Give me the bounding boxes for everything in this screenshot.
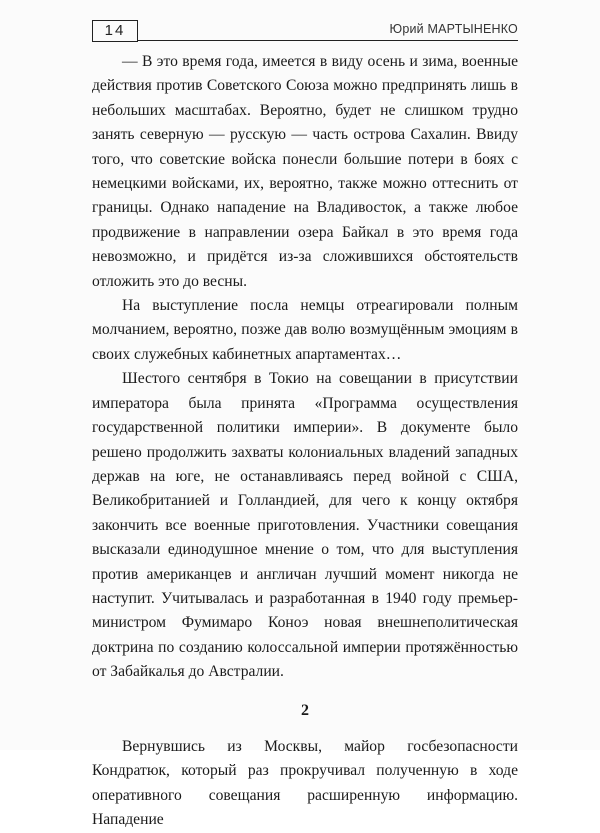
paragraph-ambassador-speech: — В это время года, имеется в виду осень и зима, военные действия против Советского Союза можно предпринять лишь в небольших масштабах. Вероятно, будет не слишком трудно занять северную — русскую — часть острова Сахалин. Ввиду того, что советские войска понесли большие потери в боях с немецкими войсками, их, вероятно, также можно оттеснить от границы. Однако нападение на Владивосток, а также любое продвижение в направлении озера Байкал в это время года невозможно, и придётся из-за сложившихся обстоятельств отложить это до весны. [92,53,518,290]
page-number: 14 [92,20,138,42]
section-number: 2 [301,701,309,719]
page-body [92,50,518,833]
paragraph-kondratyuk: Вернувшись из Москвы, майор госбезопасности Кондратюк, который раз прокручивал полученную в ходе оперативного совещания расширенную информацию. Нападение [92,737,518,829]
author-name: Юрий МАРТЫНЕНКО [389,22,518,36]
header-rule [138,40,518,41]
paragraph-german-reaction: На выступление посла немцы отреагировали полным молчанием, вероятно, позже дав волю возмущённым эмоциям в своих служебных кабинетных апартаментах… [92,297,518,363]
running-header [92,20,518,42]
paragraph-tokyo-meeting: Шестого сентября в Токио на совещании в присутствии императора была принята «Программа осуществления государственной политики империи». В документе было решено продолжить захваты колониальных владений западных держав на юге, не останавливаясь перед войной с США, Великобританией и Голландией, для чего к концу октября закончить все военные приготовления. Участники совещания высказали единодушное мнение о том, что для выступления против американцев и англичан лучший момент никогда не наступит. Учитывалась и разработанная в 1940 году премьер-министром Фумимаро Коноэ новая внешнеполитическая доктрина по созданию колоссальной империи протяжённостью от Забайкалья до Австралии. [92,370,518,681]
